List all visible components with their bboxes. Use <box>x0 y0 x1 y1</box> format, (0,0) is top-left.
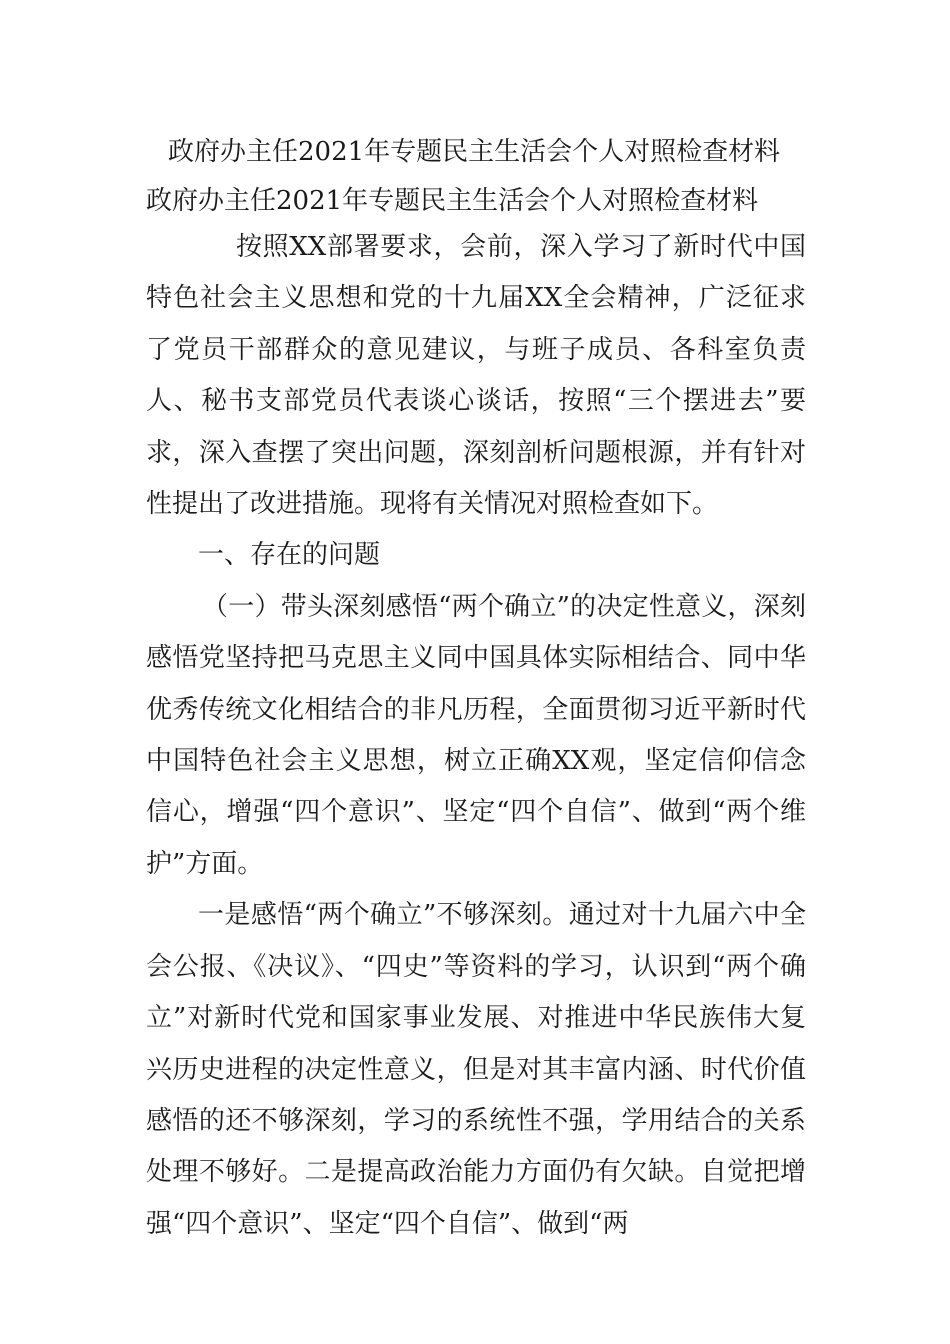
body-paragraph: 一是感悟“两个确立”不够深刻。通过对十九届六中全会公报、《决议》、“四史”等资料的学习，认识到“两个确立”对新时代党和国家事业发展、对推进中华民族伟大复兴历史进程的决定性意义，但是对其丰富内涵、时代价值感悟的还不够深刻，学习的系统性不强，学用结合的关系处理不够好。二是提高政治能力方面仍有欠缺。自觉把增强“四个意识”、坚定“四个自信”、做到“两 <box>146 900 806 1239</box>
document-body <box>146 222 806 1250</box>
section-heading: 一、存在的问题 <box>198 540 381 571</box>
document-title: 政府办主任2021年专题民主生活会个人对照检查材料 <box>168 137 781 167</box>
document-title-repeat: 政府办主任2021年专题民主生活会个人对照检查材料 <box>146 186 759 216</box>
intro-paragraph: 按照XX部署要求，会前，深入学习了新时代中国特色社会主义思想和党的十九届XX全会精神，广泛征求了党员干部群众的意见建议，与班子成员、各科室负责人、秘书支部党员代表谈心谈话，按照“三个摆进去”要求，深入查摆了突出问题，深刻剖析问题根源，并有针对性提出了改进措施。现将有关情况对照检查如下。 <box>146 232 806 520</box>
subsection-paragraph: （一）带头深刻感悟“两个确立”的决定性意义，深刻感悟党坚持把马克思主义同中国具体实际相结合、同中华优秀传统文化相结合的非凡历程，全面贯彻习近平新时代中国特色社会主义思想，树立正确XX观，坚定信仰信念信心，增强“四个意识”、坚定“四个自信”、做到“两个维护”方面。 <box>146 591 806 879</box>
